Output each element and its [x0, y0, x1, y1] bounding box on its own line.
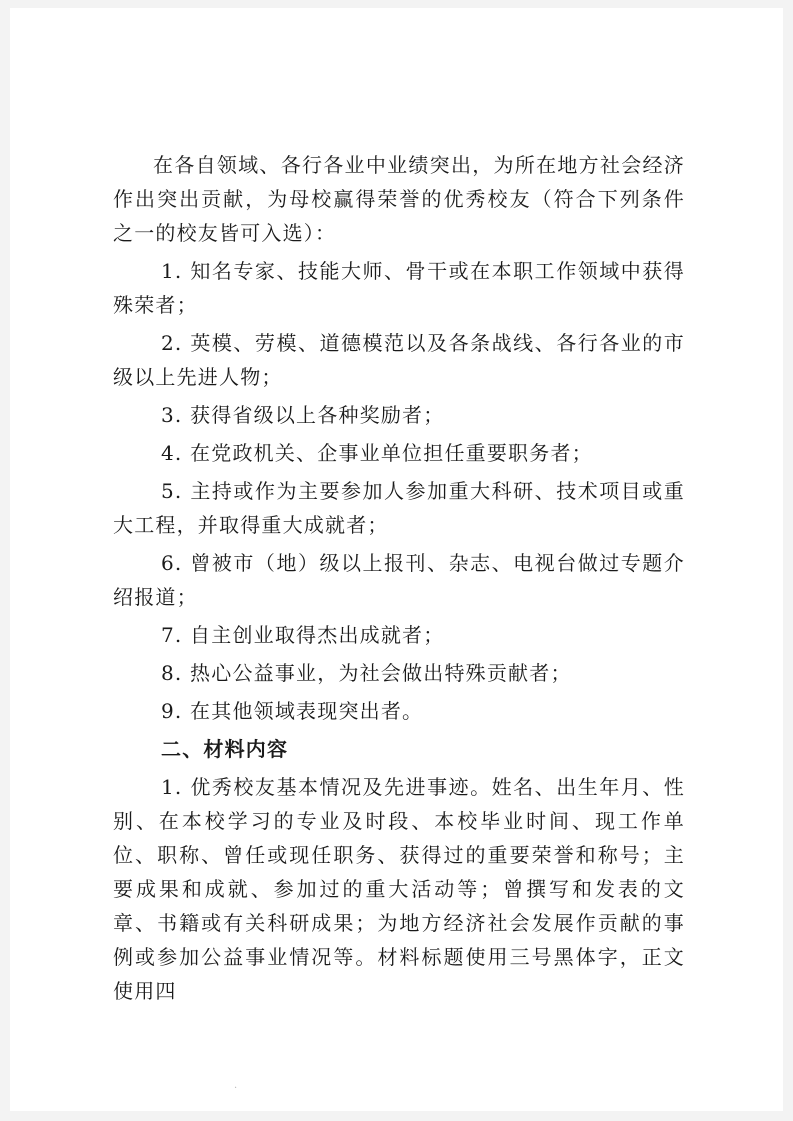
- condition-item: 9. 在其他领域表现突出者。: [161, 699, 424, 723]
- document-body: [113, 148, 685, 1012]
- intro-paragraph: 在各自领域、各行各业中业绩突出，为所在地方社会经济作出突出贡献，为母校赢得荣誉的优秀校友（符合下列条件之一的校友皆可入选）：: [113, 153, 685, 245]
- condition-item: 6. 曾被市（地）级以上报刊、杂志、电视台做过专题介绍报道；: [113, 551, 685, 609]
- condition-item: 3. 获得省级以上各种奖励者；: [161, 403, 445, 427]
- condition-item: 4. 在党政机关、企事业单位担任重要职务者；: [161, 441, 593, 465]
- condition-item: 2. 英模、劳模、道德模范以及各条战线、各行各业的市级以上先进人物；: [113, 331, 685, 389]
- condition-item: 5. 主持或作为主要参加人参加重大科研、技术项目或重大工程，并取得重大成就者；: [113, 479, 685, 537]
- section-heading: 二、材料内容: [161, 737, 289, 761]
- condition-item: 1. 知名专家、技能大师、骨干或在本职工作领域中获得殊荣者；: [113, 259, 685, 317]
- condition-item: 8. 热心公益事业，为社会做出特殊贡献者；: [161, 661, 572, 685]
- scan-speck: ·: [234, 1083, 238, 1094]
- condition-item: 7. 自主创业取得杰出成就者；: [161, 623, 445, 647]
- material-item: 1. 优秀校友基本情况及先进事迹。姓名、出生年月、性别、在本校学习的专业及时段、本校毕业时间、现工作单位、职称、曾任或现任职务、获得过的重要荣誉和称号；主要成果和成就、参加过的重大活动等；曾撰写和发表的文章、书籍或有关科研成果；为地方经济社会发展作贡献的事例或参加公益事业情况等。材料标题使用三号黑体字，正文使用四: [113, 775, 685, 1003]
